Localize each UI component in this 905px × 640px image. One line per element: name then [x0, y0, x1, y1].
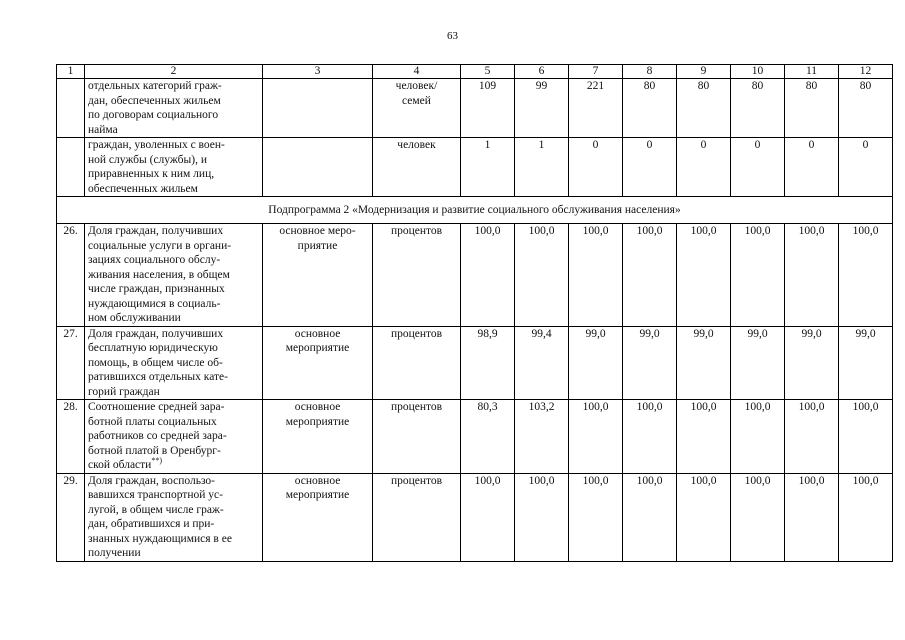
indicator-name: граждан, уволенных с воен- ной службы (службы), и приравненных к ним лиц, обеспеченных жильем — [85, 138, 263, 197]
indicators-table — [56, 64, 893, 562]
value-cell: 100,0 — [677, 400, 731, 474]
value-cell: 221 — [569, 79, 623, 138]
value-cell: 0 — [731, 138, 785, 197]
value-cell: 100,0 — [731, 224, 785, 327]
value-cell: 100,0 — [569, 400, 623, 474]
value-cell: 100,0 — [785, 224, 839, 327]
value-cell: 80 — [785, 79, 839, 138]
value-cell: 80 — [623, 79, 677, 138]
table-row — [57, 400, 893, 474]
value-cell: 99,0 — [677, 326, 731, 400]
value-cell: 0 — [623, 138, 677, 197]
column-number-header: 6 — [515, 65, 569, 79]
value-cell: 99,4 — [515, 326, 569, 400]
unit-of-measure: процентов — [373, 473, 461, 561]
value-cell: 100,0 — [461, 473, 515, 561]
unit-of-measure: человек — [373, 138, 461, 197]
value-cell: 100,0 — [569, 224, 623, 327]
value-cell: 99,0 — [569, 326, 623, 400]
value-cell: 100,0 — [839, 400, 893, 474]
table-row — [57, 138, 893, 197]
indicator-type: основное мероприятие — [263, 400, 373, 474]
section-title: Подпрограмма 2 «Модернизация и развитие социального обслуживания населения» — [57, 197, 893, 224]
value-cell: 1 — [461, 138, 515, 197]
value-cell: 99,0 — [623, 326, 677, 400]
value-cell: 98,9 — [461, 326, 515, 400]
indicator-type: основное мероприятие — [263, 473, 373, 561]
column-number-header: 2 — [85, 65, 263, 79]
indicator-type: основное мероприятие — [263, 326, 373, 400]
column-number-row — [57, 65, 893, 79]
column-number-header: 1 — [57, 65, 85, 79]
value-cell: 80 — [731, 79, 785, 138]
value-cell: 103,2 — [515, 400, 569, 474]
unit-of-measure: процентов — [373, 400, 461, 474]
value-cell: 100,0 — [731, 473, 785, 561]
table-row — [57, 79, 893, 138]
column-number-header: 4 — [373, 65, 461, 79]
value-cell: 100,0 — [731, 400, 785, 474]
footnote-mark: **) — [151, 456, 163, 466]
value-cell: 100,0 — [785, 473, 839, 561]
column-number-header: 5 — [461, 65, 515, 79]
value-cell: 0 — [677, 138, 731, 197]
column-number-header: 7 — [569, 65, 623, 79]
value-cell: 99,0 — [785, 326, 839, 400]
value-cell: 1 — [515, 138, 569, 197]
row-number: 29. — [57, 473, 85, 561]
value-cell: 0 — [569, 138, 623, 197]
value-cell: 99,0 — [839, 326, 893, 400]
indicator-name: Доля граждан, получивших бесплатную юридическую помощь, в общем числе об- ратившихся отдельных кате- горий граждан — [85, 326, 263, 400]
column-number-header: 12 — [839, 65, 893, 79]
row-number — [57, 138, 85, 197]
row-number — [57, 79, 85, 138]
indicator-name: Доля граждан, воспользо- вавшихся транспортной ус- лугой, в общем числе граж- дан, обратившихся и при- знанных нуждающимися в ее получении — [85, 473, 263, 561]
table-row — [57, 224, 893, 327]
value-cell: 100,0 — [839, 224, 893, 327]
unit-of-measure: процентов — [373, 326, 461, 400]
indicator-type — [263, 138, 373, 197]
value-cell: 99,0 — [731, 326, 785, 400]
value-cell: 100,0 — [515, 473, 569, 561]
value-cell: 100,0 — [515, 224, 569, 327]
value-cell: 100,0 — [839, 473, 893, 561]
indicator-name: Доля граждан, получивших социальные услуги в органи- зациях социального обслу- живания населения, в общем числе граждан, признанных нуждающимися в социаль- ном обслуживании — [85, 224, 263, 327]
section-row — [57, 197, 893, 224]
column-number-header: 9 — [677, 65, 731, 79]
indicator-name: отдельных категорий граж- дан, обеспеченных жильем по договорам социального найма — [85, 79, 263, 138]
row-number: 26. — [57, 224, 85, 327]
value-cell: 100,0 — [461, 224, 515, 327]
value-cell: 0 — [785, 138, 839, 197]
value-cell: 100,0 — [623, 400, 677, 474]
value-cell: 80,3 — [461, 400, 515, 474]
indicator-type: основное меро- приятие — [263, 224, 373, 327]
value-cell: 100,0 — [785, 400, 839, 474]
row-number: 28. — [57, 400, 85, 474]
unit-of-measure: процентов — [373, 224, 461, 327]
column-number-header: 10 — [731, 65, 785, 79]
value-cell: 100,0 — [623, 224, 677, 327]
column-number-header: 3 — [263, 65, 373, 79]
table-row — [57, 473, 893, 561]
page-number: 63 — [447, 30, 458, 42]
value-cell: 100,0 — [623, 473, 677, 561]
indicator-name: Соотношение средней зара- ботной платы социальных работников со средней зара- ботной платой в Оренбург- ской области**) — [85, 400, 263, 474]
indicator-type — [263, 79, 373, 138]
column-number-header: 11 — [785, 65, 839, 79]
value-cell: 99 — [515, 79, 569, 138]
value-cell: 80 — [677, 79, 731, 138]
value-cell: 109 — [461, 79, 515, 138]
value-cell: 100,0 — [677, 473, 731, 561]
row-number: 27. — [57, 326, 85, 400]
table-row — [57, 326, 893, 400]
value-cell: 100,0 — [569, 473, 623, 561]
value-cell: 80 — [839, 79, 893, 138]
unit-of-measure: человек/ семей — [373, 79, 461, 138]
column-number-header: 8 — [623, 65, 677, 79]
value-cell: 0 — [839, 138, 893, 197]
value-cell: 100,0 — [677, 224, 731, 327]
